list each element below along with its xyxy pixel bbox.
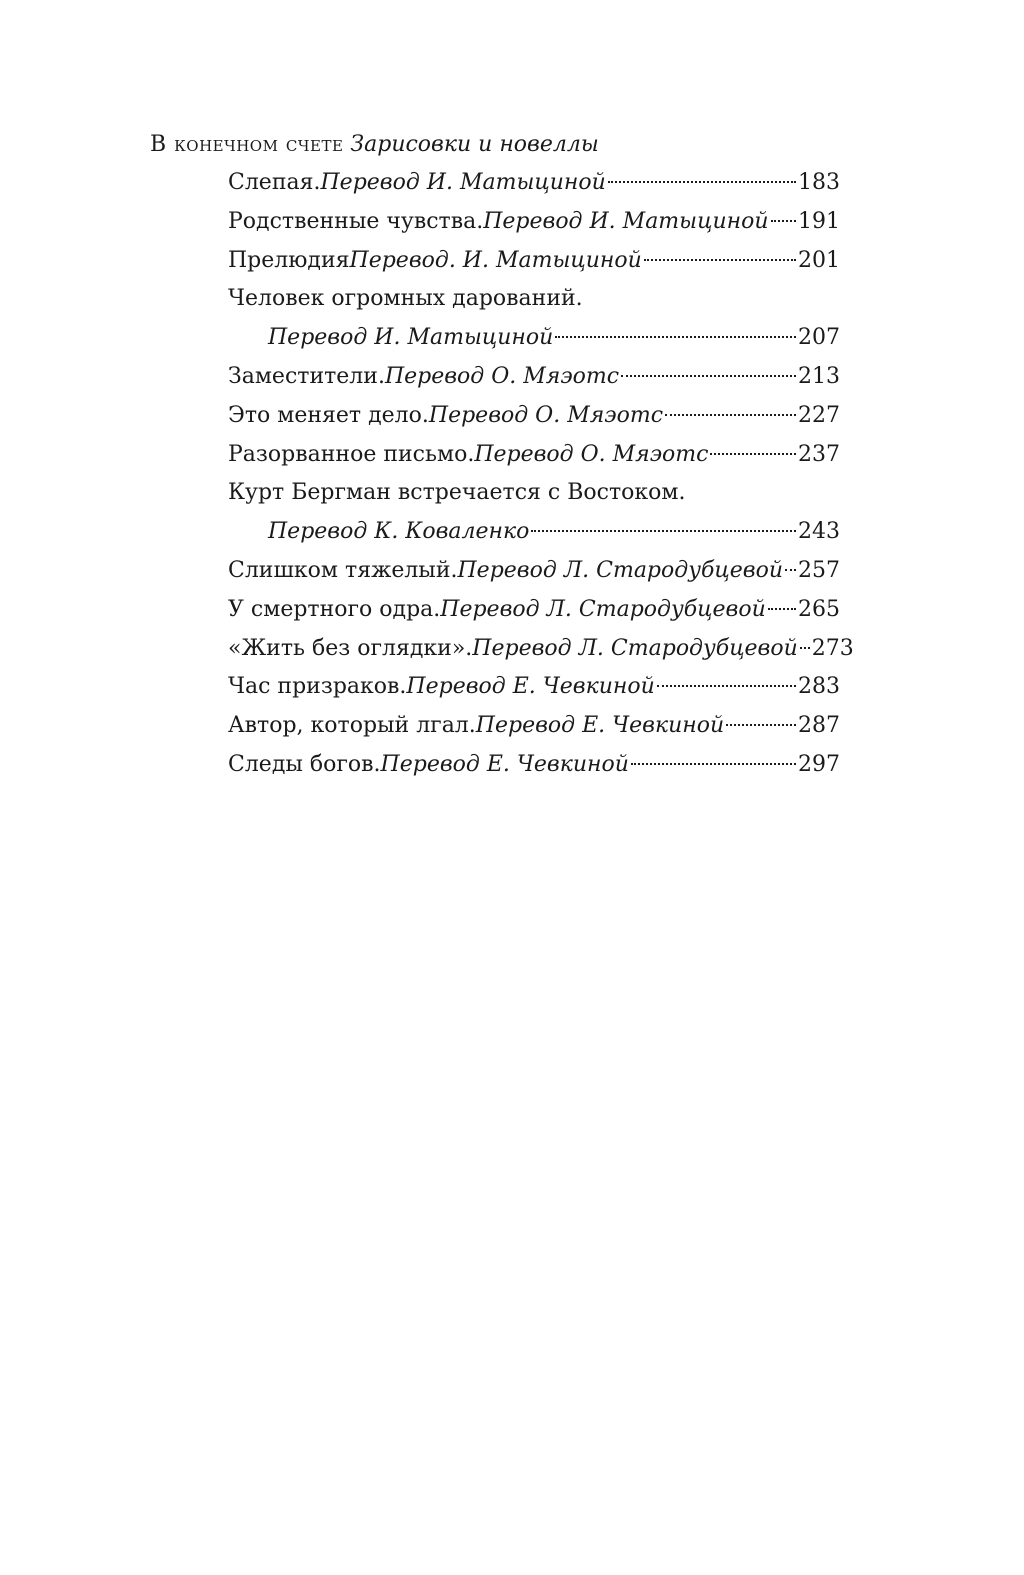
section-heading-caps: В конечном счете [150,132,344,157]
dot-leader [768,608,796,610]
entry-translator: Перевод О. Мяэотс [428,402,664,428]
dot-leader [631,763,796,765]
toc-entry[interactable] [228,630,854,669]
toc-entry[interactable] [228,552,840,591]
entry-page-number: 191 [798,208,840,234]
toc-entry[interactable] [228,707,840,746]
entry-translator: Перевод О. Мяэотс [474,441,709,467]
entry-translator: Перевод Л. Стародубцевой [457,557,783,583]
entry-title: Час призраков. [228,674,407,700]
entry-translator: Перевод Е. Чевкиной [475,713,725,739]
entry-translator: Перевод Е. Чевкиной [380,751,629,777]
entry-translator: Перевод О. Мяэотс [384,363,620,389]
entry-page-number: 243 [798,519,840,545]
entry-page-number: 257 [798,557,840,583]
dot-leader [608,181,796,183]
toc-entry-continuation[interactable] [228,513,840,552]
dot-leader [726,724,796,726]
entry-page-number: 227 [798,402,840,428]
entry-title: Слишком тяжелый. [228,557,458,583]
entry-title: Следы богов. [228,751,381,777]
entry-page-number: 207 [798,325,840,351]
toc-entry[interactable] [228,358,840,397]
entry-translator: Перевод И. Матыциной [483,208,769,234]
entry-page-number: 283 [798,674,840,700]
toc-entry[interactable] [228,397,840,436]
toc-entry[interactable] [228,164,840,203]
toc-entry[interactable] [228,436,840,475]
entry-page-number: 265 [798,596,840,622]
dot-leader [771,220,796,222]
dot-leader [657,685,796,687]
section-heading [150,126,599,164]
dot-leader [555,336,796,338]
entry-translator: Перевод И. Матыциной [320,170,606,195]
toc-entry-title-line[interactable] [228,474,840,513]
entry-page-number: 237 [798,441,840,467]
entry-page-number: 297 [798,751,840,777]
toc-entry-continuation[interactable] [228,319,840,358]
entry-title: Родственные чувства. [228,208,484,234]
dot-leader [800,647,810,649]
entry-page-number: 213 [798,363,840,389]
dot-leader [785,569,796,571]
toc-entry[interactable] [228,668,840,707]
entry-page-number: 287 [798,713,840,739]
entry-title: Прелюдия [228,247,350,273]
entry-translator: Перевод Е. Чевкиной [406,674,655,700]
entry-translator: Перевод Л. Стародубцевой [472,635,798,661]
dot-leader [621,375,796,377]
entry-title: Курт Бергман встречается с Востоком. [228,480,686,506]
dot-leader [644,259,796,261]
entry-translator: Перевод Л. Стародубцевой [440,596,766,622]
dot-leader [710,453,796,455]
section-heading-subtitle: Зарисовки и новеллы [350,132,599,157]
dot-leader [531,530,796,532]
entry-title: Разорванное письмо. [228,441,475,467]
entry-title: «Жить без оглядки». [228,635,473,661]
entry-title: Это меняет дело. [228,402,429,428]
entry-translator: Перевод. И. Матыциной [349,247,642,273]
toc-entry[interactable] [228,242,840,281]
entry-title: Заместители. [228,363,385,389]
toc-entries [228,164,854,785]
entry-page-number: 273 [811,635,854,661]
dot-leader [665,414,796,416]
toc-entry[interactable] [228,746,840,785]
entry-title: Слепая. [228,170,321,195]
toc-entry-title-line[interactable] [228,280,840,319]
entry-title: Автор, который лгал. [228,713,476,739]
entry-page-number: 201 [798,247,840,273]
entry-title: Человек огромных дарований. [228,286,583,312]
entry-title: У смертного одра. [228,596,441,622]
toc-entry[interactable] [228,203,840,242]
entry-translator: Перевод И. Матыциной [268,325,554,351]
entry-translator: Перевод К. Коваленко [268,519,530,545]
toc-entry[interactable] [228,591,840,630]
entry-page-number: 183 [798,170,840,195]
